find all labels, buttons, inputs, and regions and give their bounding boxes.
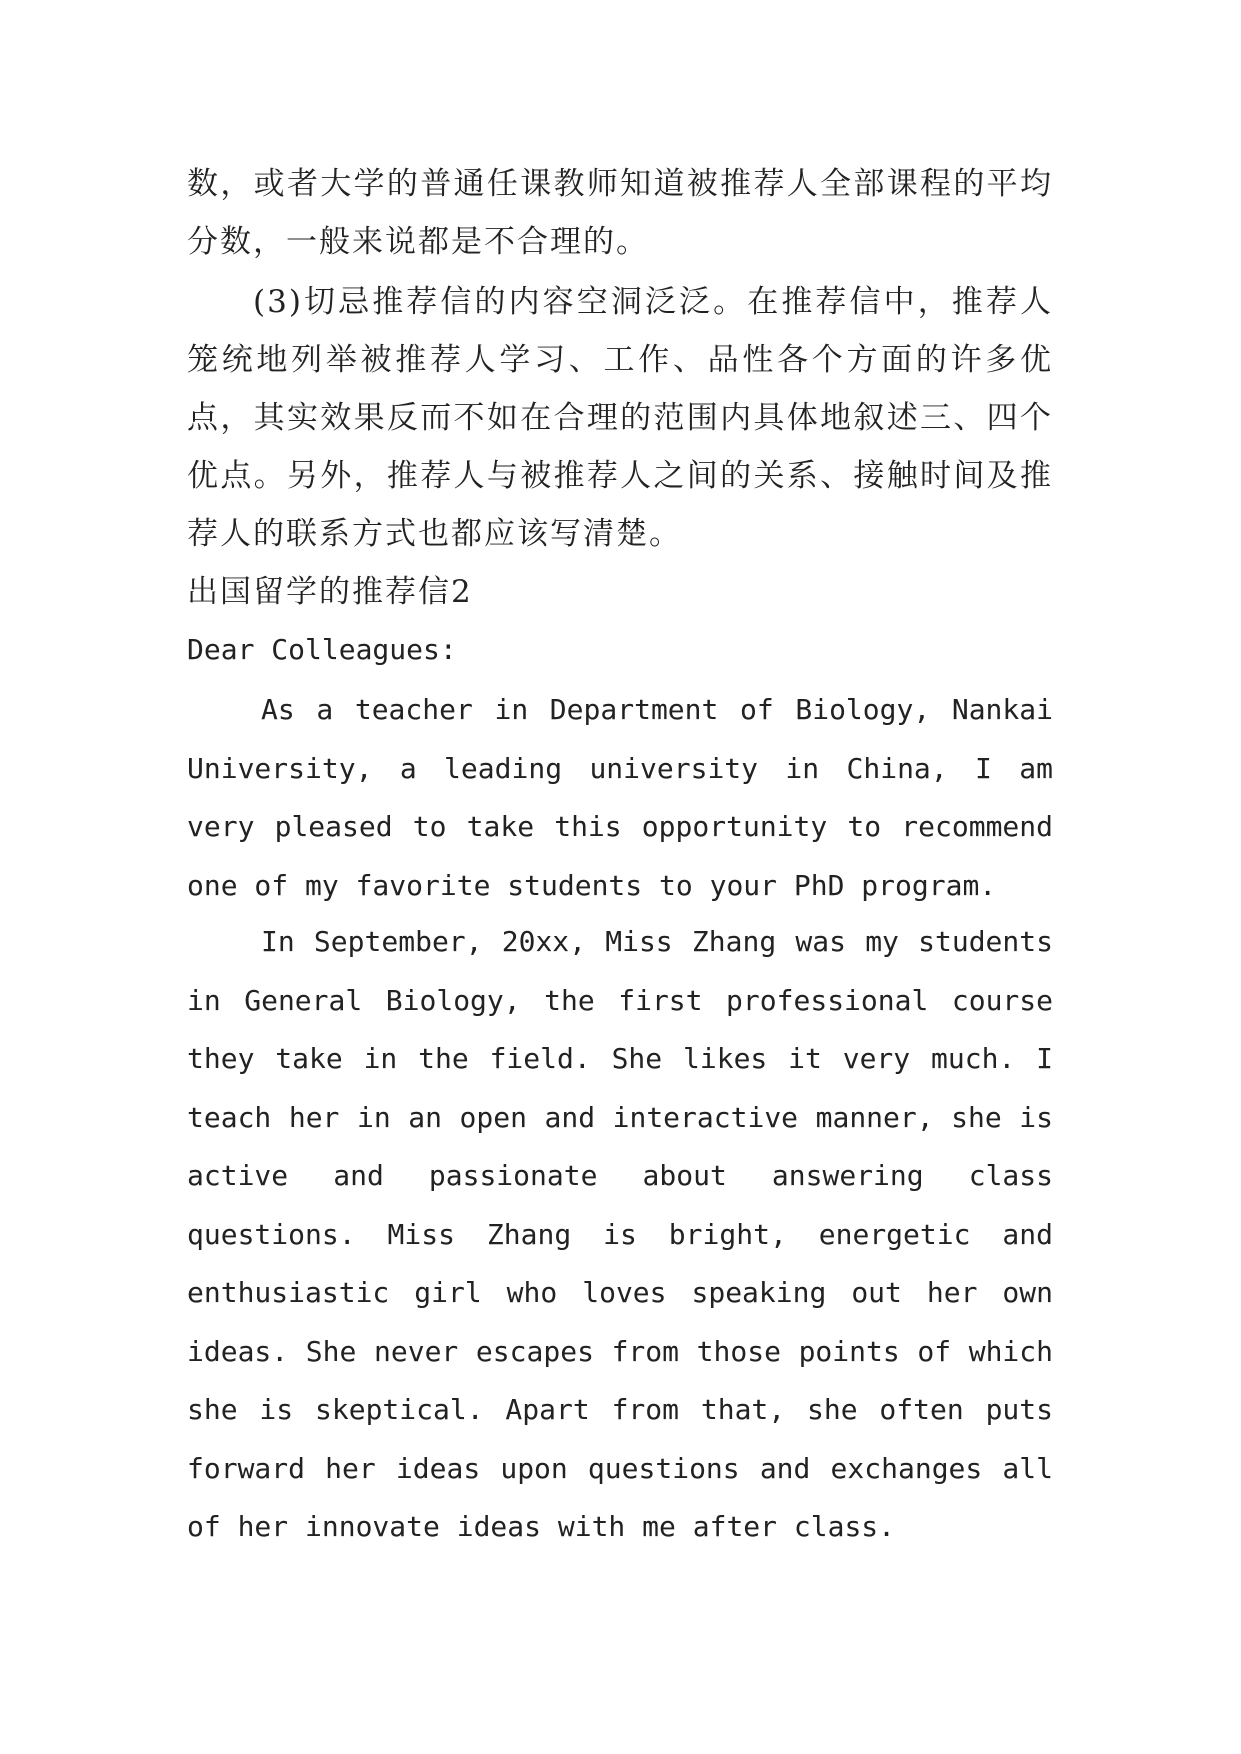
section-heading: 出国留学的推荐信2 (187, 574, 473, 610)
en-paragraph-1: As a teacher in Department of Biology, Nankai University, a leading university in China, I am very pleased to take this opportunity to recommend one of my favorite students to your PhD program. (187, 693, 1053, 902)
en-paragraph-2: In September, 20xx, Miss Zhang was my students in General Biology, the first professional course they take in the field. She likes it very much. I teach her in an open and interactive manner, she is active and passionate about answering class questions. Miss Zhang is bright, energetic and enthusiastic girl who loves speaking out her own ideas. She never escapes from those points of which she is skeptical. Apart from that, she often puts forward her ideas upon questions and exchanges all of her innovate ideas with me after class. (187, 925, 1053, 1543)
cn-paragraph-3: (3)切忌推荐信的内容空洞泛泛。在推荐信中，推荐人笼统地列举被推荐人学习、工作、品性各个方面的许多优点，其实效果反而不如在合理的范围内具体地叙述三、四个优点。另外，推荐人与被推荐人之间的关系、接触时间及推荐人的联系方式也都应该写清楚。 (187, 284, 1053, 552)
cn-paragraph-continued: 数，或者大学的普通任课教师知道被推荐人全部课程的平均分数，一般来说都是不合理的。 (187, 166, 1053, 260)
greeting: Dear Colleagues: (187, 633, 457, 666)
